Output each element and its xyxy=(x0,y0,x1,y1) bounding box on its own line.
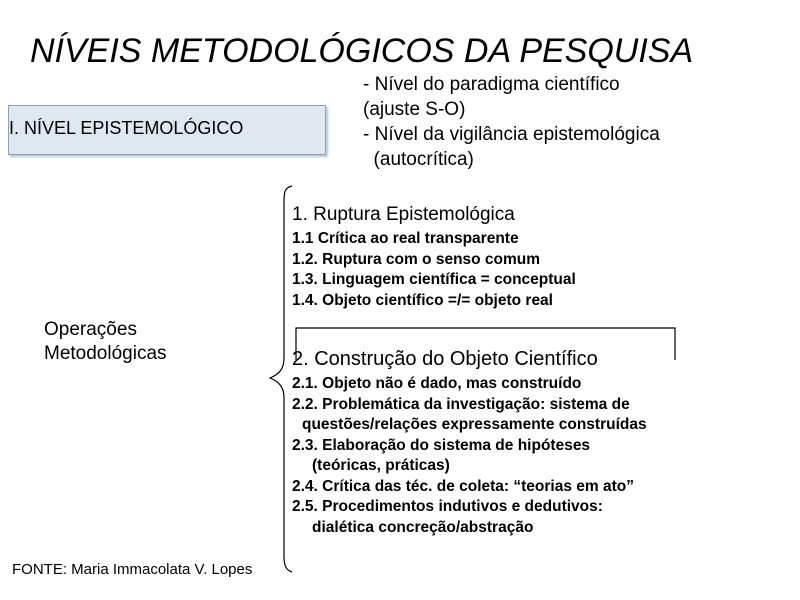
list-item: questões/relações expressamente construídas xyxy=(302,416,647,433)
operacoes-line: Operações xyxy=(44,319,137,340)
list-item: 2.1. Objeto não é dado, mas construído xyxy=(292,375,582,392)
paradigm-line: (ajuste S-O) xyxy=(363,99,466,120)
list-item: 1.1 Crítica ao real transparente xyxy=(292,230,519,247)
source-credit: FONTE: Maria Immacolata V. Lopes xyxy=(12,561,253,578)
section2-title: 2. Construção do Objeto Científico xyxy=(292,348,598,370)
list-item: (teóricas, práticas) xyxy=(312,457,450,474)
list-item: 1.3. Linguagem científica = conceptual xyxy=(292,271,576,288)
list-item: 2.4. Crítica das téc. de coleta: “teorias em ato” xyxy=(292,477,634,495)
level-box-label: I. NÍVEL EPISTEMOLÓGICO xyxy=(9,118,244,138)
curly-brace-icon xyxy=(270,186,292,572)
list-item: dialética concreção/abstração xyxy=(312,518,534,536)
page-title: NÍVEIS METODOLÓGICOS DA PESQUISA xyxy=(30,32,694,70)
list-item: 2.5. Procedimentos indutivos e dedutivos: xyxy=(292,498,603,515)
list-item: 1.2. Ruptura com o senso comum xyxy=(292,250,541,268)
section2-list xyxy=(292,374,647,538)
list-item: 2.2. Problemática da investigação: sistema de xyxy=(292,395,630,413)
list-item: 1.4. Objeto científico =/= objeto real xyxy=(292,291,553,309)
list-item: 2.3. Elaboração do sistema de hipóteses xyxy=(292,436,591,454)
paradigm-line: - Nível do paradigma científico xyxy=(363,74,620,95)
paradigm-line: (autocrítica) xyxy=(363,149,474,170)
paradigm-line: - Nível da vigilância epistemológica xyxy=(363,124,660,145)
section1-list xyxy=(292,229,576,311)
section1-title: 1. Ruptura Epistemológica xyxy=(292,204,515,225)
operacoes-line: Metodológicas xyxy=(44,343,167,364)
